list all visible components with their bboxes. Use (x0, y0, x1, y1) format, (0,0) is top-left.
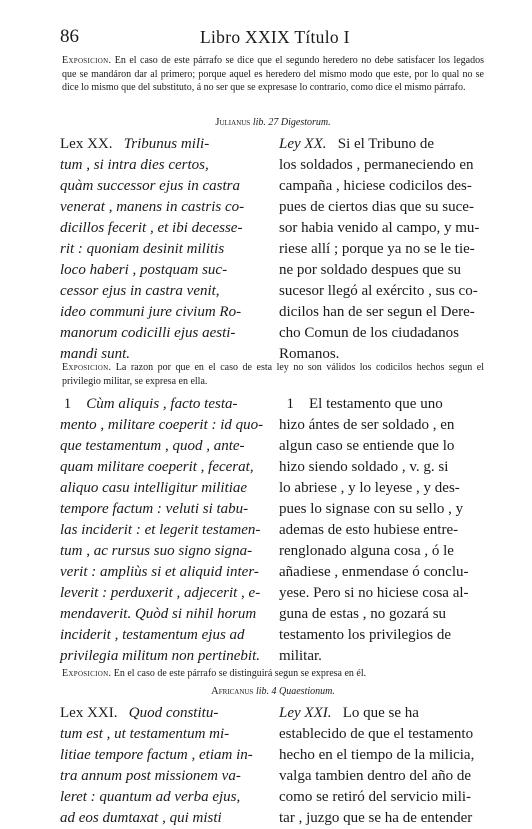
latin-line: verit : ampliùs si et aliquid inter- (60, 564, 259, 580)
source-reference: lib. 27 Digestorum. (252, 117, 331, 128)
latin-line: las inciderit : et legerit testamen- (60, 522, 261, 538)
spanish-line: valga tambien dentro del año de (279, 768, 472, 784)
latin-line: manorum codicilli ejus aesti- (60, 325, 236, 341)
latin-line: loco haberi , postquam suc- (60, 262, 228, 278)
latin-line: rit : quoniam desinit militis (60, 241, 225, 257)
source-citation-2 (62, 686, 484, 697)
latin-line: tum est , ut testamentum mi- (60, 726, 230, 742)
exposition-text: La razon por que en el caso de esta ley no son válidos los codicilos hechos segun el privilegio militar, se expresa en ella. (62, 362, 485, 387)
spanish-line: guna de estas , no gozará su (279, 606, 447, 622)
latin-line: que testamentum , quod , ante- (60, 438, 245, 454)
spanish-line: añadiese , enmendase ó conclu- (279, 564, 469, 580)
latin-line: aliquo casu intelligitur militiae (60, 480, 248, 496)
latin-line: inciderit , testamentum ejus ad (60, 627, 245, 643)
spanish-line: dicilos han de ser segun el Dere- (279, 304, 475, 320)
exposition-label: Exposicion. (62, 55, 112, 66)
source-author: Africanus (211, 686, 254, 697)
exposition-note-2 (62, 361, 484, 388)
spanish-line: Lo que se ha (342, 705, 419, 721)
latin-line: mendaverit. Quòd si nihil horum (60, 606, 257, 622)
paragraph-number-spanish: 1 (286, 396, 294, 412)
latin-line: litiae tempore factum , etiam in- (60, 747, 253, 763)
paragraph-number-latin: 1 (63, 396, 72, 412)
spanish-line: Si el Tribuno de (337, 136, 435, 152)
latin-line: Cùm aliquis , facto testa- (86, 396, 238, 412)
spanish-line: militar. (279, 648, 322, 664)
source-reference: lib. 4 Quaestionum. (255, 686, 335, 697)
exposition-note-1 (62, 54, 484, 95)
spanish-column-paragraph-1 (279, 394, 485, 667)
latin-line: quam militare coeperit , fecerat, (60, 459, 254, 475)
spanish-line: ne por soldado despues que su (279, 262, 462, 278)
law-heading-latin: Lex XX. (60, 136, 113, 152)
spanish-line: los soldados , permaneciendo en (279, 157, 474, 173)
latin-column-paragraph-1 (60, 394, 268, 667)
running-title: Libro XXIX Título I (200, 27, 350, 47)
latin-line: leret : quantum ad verba ejus, (60, 789, 241, 805)
spanish-line: campaña , hiciese codicilos des- (279, 178, 472, 194)
spanish-line: establecido de que el testamento (279, 726, 474, 742)
spanish-line: Romanos. (279, 346, 340, 362)
spanish-line: pues de ciertos dias que su suce- (279, 199, 474, 215)
latin-line: ideo communi jure civium Ro- (60, 304, 242, 320)
latin-line: privilegia militum non pertinebit. (60, 648, 260, 664)
page-number: 86 (60, 26, 79, 47)
spanish-line: algun caso se entiende que lo (279, 438, 455, 454)
latin-line: tum , ac rursus suo signo signa- (60, 543, 253, 559)
spanish-line: testamento los privilegios de (279, 627, 452, 643)
latin-line: leverit : perduxerit , adjecerit , e- (60, 585, 261, 601)
spanish-line: pues lo signase con su sello , y (279, 501, 464, 517)
spanish-line: hizo siendo soldado , v. g. si (279, 459, 449, 475)
latin-line: Tribunus mili- (123, 136, 210, 152)
law-heading-spanish: Ley XXI. (279, 705, 332, 721)
exposition-label: Exposicion. (62, 668, 112, 679)
latin-line: cessor ejus in castra venit, (60, 283, 220, 299)
latin-line: tra annum post missionem va- (60, 768, 241, 784)
spanish-column-law-21 (279, 703, 485, 829)
spanish-line: yese. Pero si no hiciese cosa al- (279, 585, 469, 601)
latin-line: Quod constitu- (128, 705, 219, 721)
exposition-note-3 (62, 667, 484, 681)
spanish-line: cho Comun de los ciudadanos (279, 325, 459, 341)
spanish-line: tar , juzgo que se ha de entender (279, 810, 473, 826)
source-author: Julianus (215, 117, 251, 128)
spanish-line: hecho en el tiempo de la milicia, (279, 747, 475, 763)
latin-line: ad eos dumtaxat , qui misti (60, 810, 222, 826)
spanish-line: sor habia venido al campo, y mu- (279, 220, 480, 236)
spanish-line: ademas de esto hubiese entre- (279, 522, 459, 538)
source-citation-1 (62, 117, 484, 128)
latin-line: mento , militare coeperit : id quo- (60, 417, 264, 433)
spanish-column-law-20 (279, 134, 485, 365)
latin-line: quàm successor ejus in castra (60, 178, 240, 194)
spanish-line: como se retiró del servicio mili- (279, 789, 472, 805)
latin-line: tempore factum : veluti si tabu- (60, 501, 249, 517)
latin-line: tum , si intra dies certos, (60, 157, 209, 173)
spanish-line: sucesor llegó al exército , sus co- (279, 283, 478, 299)
spanish-line: lo abriese , y lo leyese , y des- (279, 480, 460, 496)
latin-line: mandi sunt. (60, 346, 131, 362)
spanish-line: renglonado alguna cosa , ó le (279, 543, 454, 559)
spanish-line: hizo ántes de ser soldado , en (279, 417, 455, 433)
spanish-line: El testamento que uno (309, 396, 443, 412)
latin-column-law-21 (60, 703, 268, 829)
latin-column-law-20 (60, 134, 268, 365)
exposition-text: En el caso de este párrafo se dice que el segundo heredero no debe satisfacer los legados que se mandáron dar al primero; porque aquel es heredero del mismo modo que este, por lo qual no se dice lo mismo que del substituto, á no ser que se expresase lo contrario, como dice el mismo párrafo. (62, 55, 485, 94)
law-heading-spanish: Ley XX. (279, 136, 327, 152)
spanish-line: riese allí ; porque ya no se le tie- (279, 241, 475, 257)
exposition-label: Exposicion. (62, 362, 112, 373)
latin-line: dicillos fecerit , et ibi decesse- (60, 220, 243, 236)
exposition-text: En el caso de este párrafo se distinguirá segun se expresa en él. (113, 668, 367, 679)
latin-line: venerat , manens in castris co- (60, 199, 245, 215)
law-heading-latin: Lex XXI. (60, 705, 118, 721)
